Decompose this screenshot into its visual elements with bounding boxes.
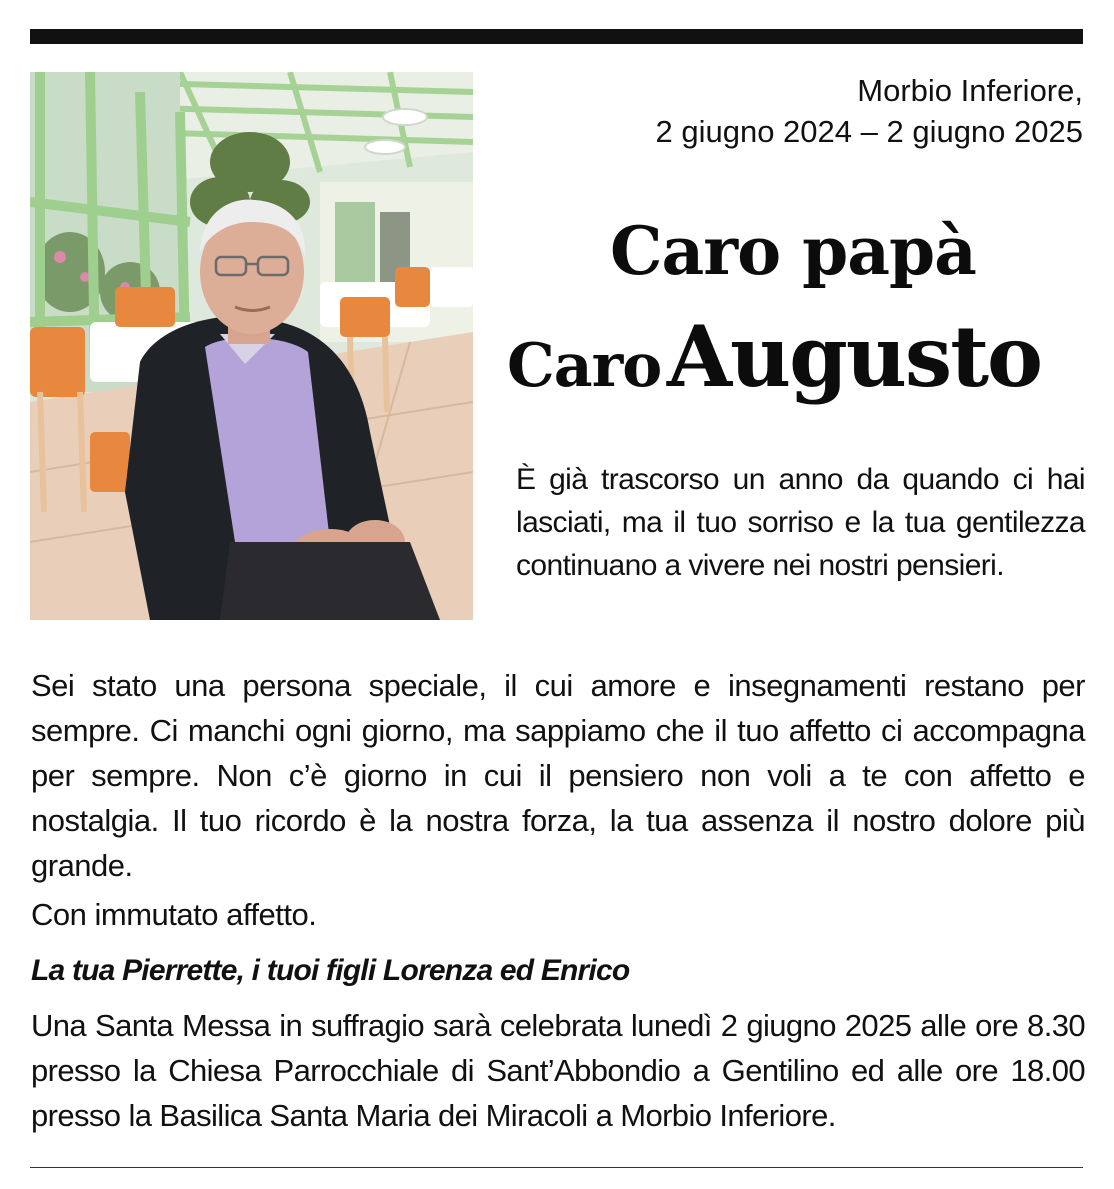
signature: La tua Pierrette, i tuoi figli Lorenza ed Enrico (31, 954, 630, 987)
closing-line: Con immutato affetto. (31, 897, 317, 932)
top-rule (30, 29, 1083, 44)
body-paragraph: Sei stato una persona speciale, il cui amore e insegnamenti restano per sempre. Ci manchi ogni giorno, ma sappiamo che il tuo affetto ci accompagna per sempre. Non c’è giorno in cui il pensiero non voli a te con affetto e nostalgia. Il tuo ricordo è la nostra forza, la tua assenza il nostro dolore più grande. (31, 668, 1085, 883)
place-and-dates (563, 70, 1083, 152)
intro-paragraph: È già trascorso un anno da quando ci hai lasciati, ma il tuo sorriso e la tua gentilezza continuano a vivere nei nostri pensieri. (516, 463, 1085, 582)
portrait-photo (30, 72, 473, 620)
title-line-2 (507, 302, 1041, 436)
title-line-1: Caro papà (610, 212, 976, 290)
title-prefix: Caro (507, 331, 662, 401)
mass-notice: Una Santa Messa in suffragio sarà celebrata lunedì 2 giugno 2025 alle ore 8.30 presso la Chiesa Parrocchiale di Sant’Abbondio a Gentilino ed alle ore 18.00 presso la Basilica Santa Maria dei Miracoli a Morbio Inferiore. (31, 1008, 1085, 1133)
place: Morbio Inferiore, (857, 73, 1083, 108)
deceased-name: Augusto (666, 307, 1042, 406)
date-range: 2 giugno 2024 – 2 giugno 2025 (655, 114, 1083, 149)
bottom-rule (30, 1167, 1083, 1168)
